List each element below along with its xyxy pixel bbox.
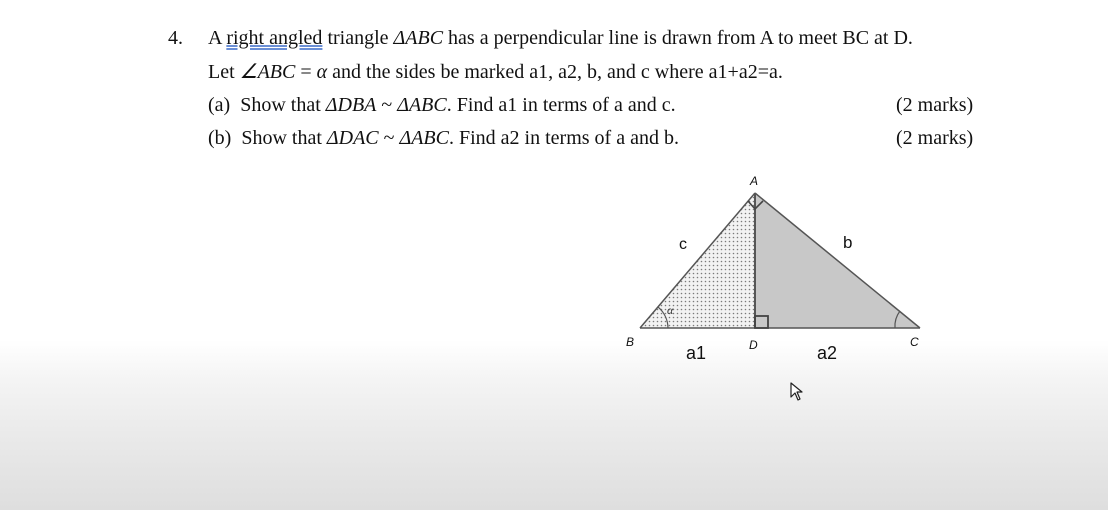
angle-abc: ∠ABC	[239, 61, 296, 83]
label-vertex-a: A	[750, 174, 759, 188]
label-segment-a1: a1	[686, 343, 707, 363]
part-a-rest: . Find a1 in terms of a and c.	[446, 94, 676, 116]
label-side-c: c	[679, 236, 687, 253]
label-angle-alpha: α	[667, 303, 674, 317]
part-b-rest: . Find a2 in terms of a and b.	[448, 127, 679, 149]
alpha-symbol: α	[316, 61, 328, 83]
part-a-marks: (2 marks)	[896, 94, 974, 116]
triangle-abc: ΔABC	[393, 27, 444, 49]
label-vertex-b: B	[626, 335, 635, 349]
part-b-triangle-abc: ΔABC	[399, 127, 449, 149]
line2-rest: and the sides be marked a1, a2, b, and c where a1+a2=a.	[327, 61, 783, 83]
part-a-triangle-dba: ΔDBA	[325, 94, 377, 116]
line1-prefix: A	[208, 27, 227, 49]
part-a-show: Show that	[240, 94, 326, 116]
part-b-marks: (2 marks)	[896, 127, 974, 149]
question-number: 4.	[168, 27, 183, 49]
part-b-similar: ~	[378, 127, 400, 149]
label-side-b: b	[843, 233, 853, 252]
line1-after-underlined: triangle	[322, 27, 394, 49]
part-a-triangle-abc: ΔABC	[397, 94, 447, 116]
label-vertex-c: C	[910, 335, 919, 349]
right-angled-phrase: right angled	[226, 27, 323, 49]
part-a-similar: ~	[376, 94, 398, 116]
mouse-cursor-icon	[790, 382, 806, 402]
line2-equals: =	[295, 61, 317, 83]
part-a-label: (a)	[208, 94, 231, 116]
label-vertex-d: D	[749, 338, 758, 352]
part-b-triangle-dac: ΔDAC	[326, 127, 379, 149]
part-b-show: Show that	[241, 127, 327, 149]
line1-rest: has a perpendicular line is drawn from A to meet BC at D.	[443, 27, 913, 49]
part-b-label: (b)	[208, 127, 232, 149]
line2-prefix: Let	[208, 61, 240, 83]
label-segment-a2: a2	[817, 343, 838, 363]
